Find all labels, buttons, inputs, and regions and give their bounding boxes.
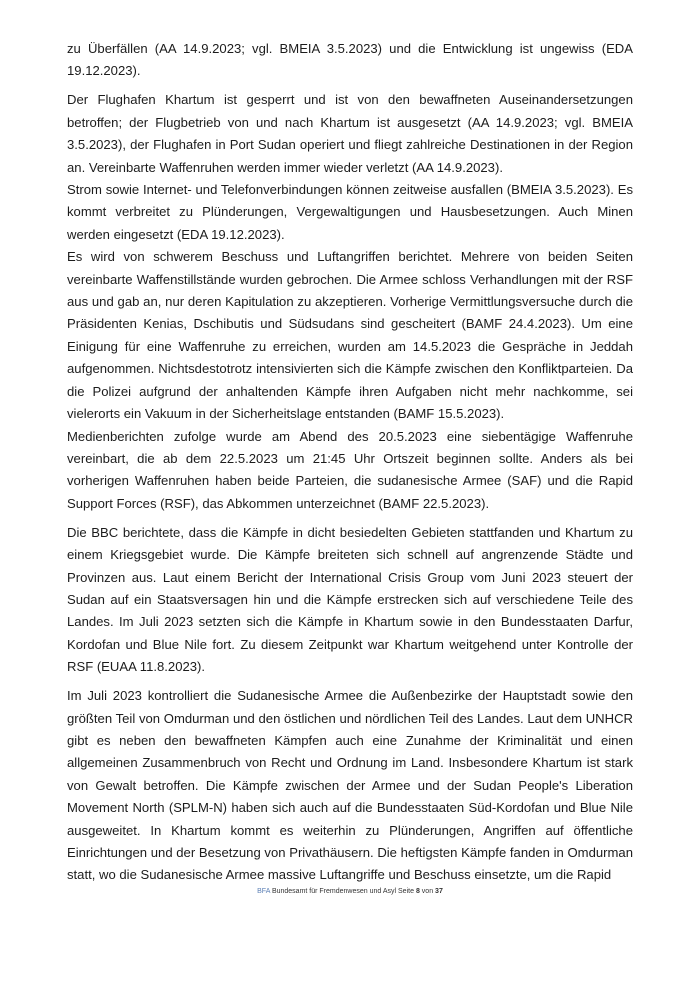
paragraph-3: Strom sowie Internet- und Telefonverbindungen können zeitweise ausfallen (BMEIA 3.5.2023). Es kommt verbreitet zu Plünderungen, Vergewaltigungen und Hausbesetzungen. Auch Minen werden eingesetzt (EDA 19.12.2023). [67, 182, 633, 242]
footer-current-page: 8 [415, 888, 420, 895]
footer-of-word: von [421, 888, 434, 895]
footer-organization: Bundesamt für Fremdenwesen und Asyl [271, 888, 397, 895]
footer-total-pages: 37 [435, 888, 443, 895]
paragraph-1: zu Überfällen (AA 14.9.2023; vgl. BMEIA 3.5.2023) und die Entwicklung ist ungewiss (EDA 19.12.2023). [67, 41, 633, 79]
paragraph-4: Es wird von schwerem Beschuss und Luftangriffen berichtet. Mehrere von beiden Seiten vereinbarte Waffenstillstände wurden gebrochen. Die Armee schloss Verhandlungen mit der RSF aus und gab an, nur deren Kapitulation zu akzeptieren. Vorherige Vermittlungsversuche durch die Präsidenten Kenias, Dschibutis und Südsudans sind gescheitert (BAMF 24.4.2023). Um eine Einigung für eine Waffenruhe zu erreichen, wurden am 14.5.2023 die Gespräche in Jeddah aufgenommen. Nichtsdestotrotz intensivierten sich die Kämpfe zwischen den Konfliktparteien. Da die Polizei aufgrund der anhaltenden Kämpfe ihren Aufgaben nicht mehr nachkomme, sei vielerorts ein Vakuum in der Sicherheitslage entstanden (BAMF 15.5.2023). [67, 249, 633, 422]
document-page [67, 38, 633, 887]
paragraph-7: Im Juli 2023 kontrolliert die Sudanesische Armee die Außenbezirke der Hauptstadt sowie den größten Teil von Omdurman und den östlichen und nördlichen Teil des Landes. Laut dem UNHCR gibt es neben den bewaffneten Kämpfen auch eine Zunahme der Kriminalität und einen allgemeinen Zusammenbruch von Recht und Ordnung im Land. Insbesondere Khartum ist stark von Gewalt betroffen. Die Kämpfe zwischen der Armee und der Sudan People's Liberation Movement North (SPLM-N) haben sich auch auf die Bundesstaaten Süd-Kordofan und Blue Nile ausgeweitet. In Khartum kommt es weiterhin zu Plünderungen, Angriffen auf öffentliche Einrichtungen und der Besetzung von Privathäusern. Die heftigsten Kämpfe fanden in Omdurman statt, wo die Sudanesische Armee massive Luftangriffe und Beschuss einsetzte, um die Rapid [67, 688, 633, 883]
page-footer [0, 887, 700, 896]
paragraph-5: Medienberichten zufolge wurde am Abend des 20.5.2023 eine siebentägige Waffenruhe vereinbart, die ab dem 22.5.2023 um 21:45 Uhr Ortszeit beginnen sollte. Anders als bei vorherigen Waffenruhen haben beide Parteien, die sudanesische Armee (SAF) und die Rapid Support Forces (RSF), das Abkommen unterzeichnet (BAMF 22.5.2023). [67, 428, 633, 511]
footer-brand: BFA [257, 888, 270, 895]
paragraph-6: Die BBC berichtete, dass die Kämpfe in dicht besiedelten Gebieten stattfanden und Khartum zu einem Kriegsgebiet wurde. Die Kämpfe breiteten sich schnell auf angrenzende Städte und Provinzen aus. Laut einem Bericht der International Crisis Group vom Juni 2023 steuert der Sudan auf ein Staatsversagen hin und die Kämpfe erstrecken sich auf verschiedene Teile des Landes. Im Juli 2023 setzten sich die Kämpfe in Khartum sowie in den Bundesstaaten Darfur, Kordofan und Blue Nile fort. Zu diesem Zeitpunkt war Khartum weitgehend unter Kontrolle der RSF (EUAA 11.8.2023). [67, 524, 633, 675]
paragraph-2: Der Flughafen Khartum ist gesperrt und ist von den bewaffneten Auseinandersetzungen betroffen; der Flugbetrieb von und nach Khartum ist ausgesetzt (AA 14.9.2023; vgl. BMEIA 3.5.2023), der Flughafen in Port Sudan operiert und fliegt zahlreiche Destinationen in der Region an. Vereinbarte Waffenruhen werden immer wieder verletzt (AA 14.9.2023). [67, 92, 633, 175]
footer-page-word: Seite [398, 888, 414, 895]
